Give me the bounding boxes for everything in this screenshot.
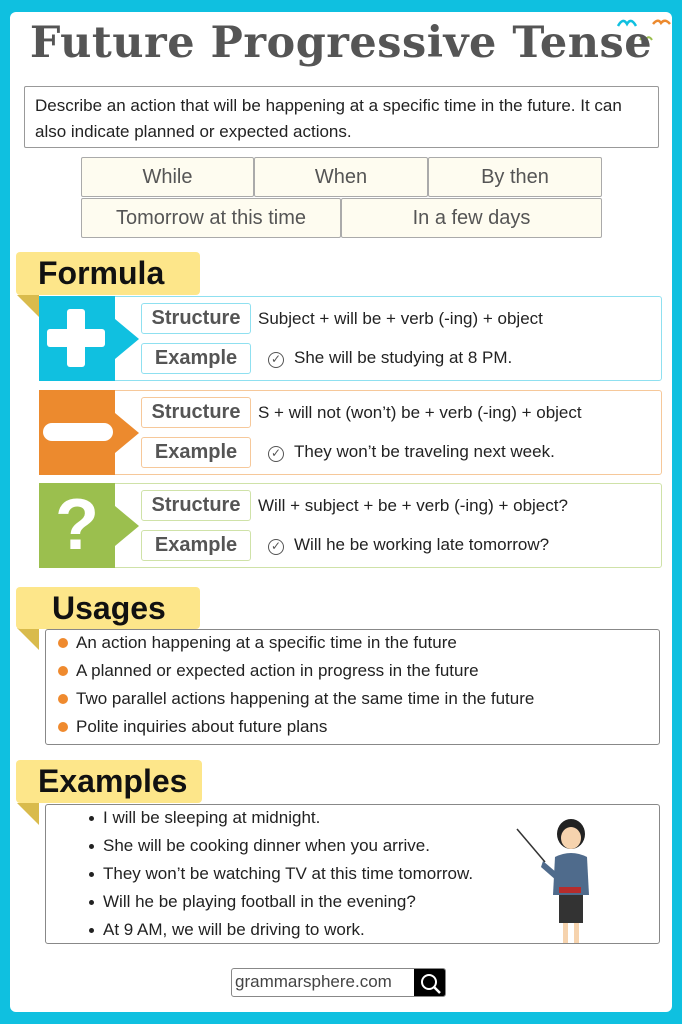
bullet-icon xyxy=(58,722,68,732)
example-item: She will be cooking dinner when you arrive. xyxy=(103,836,430,856)
tag-fold xyxy=(17,628,39,650)
description: Describe an action that will be happening at a specific time in the future. It can also indicate planned or expected actions. xyxy=(24,86,659,148)
check-icon: ✓ xyxy=(268,446,284,462)
usage-item: Two parallel actions happening at the same time in the future xyxy=(76,689,534,709)
example-item: They won’t be watching TV at this time tomorrow. xyxy=(103,864,473,884)
bullet-icon xyxy=(89,844,94,849)
keyword-while: While xyxy=(81,157,254,197)
usages-box xyxy=(45,629,660,745)
plus-icon xyxy=(39,296,115,381)
example-text: They won’t be traveling next week. xyxy=(294,442,555,461)
keyword-by-then: By then xyxy=(428,157,602,197)
page-title: Future Progressive Tense xyxy=(29,18,653,68)
example-item: I will be sleeping at midnight. xyxy=(103,808,320,828)
site-url: grammarsphere.com xyxy=(235,972,392,991)
keyword-tomorrow: Tomorrow at this time xyxy=(81,198,341,238)
negative-panel xyxy=(39,390,662,475)
usage-item: Polite inquiries about future plans xyxy=(76,717,327,737)
tag-fold xyxy=(17,803,39,825)
structure-label: Structure xyxy=(141,490,251,521)
example-text: She will be studying at 8 PM. xyxy=(294,348,513,367)
example-label: Example xyxy=(141,437,251,468)
positive-panel xyxy=(39,296,662,381)
question-mark-icon: ? xyxy=(39,483,115,568)
check-icon: ✓ xyxy=(268,539,284,555)
structure-text: Subject + will be + verb (-ing) + object xyxy=(258,309,543,328)
keyword-when: When xyxy=(254,157,428,197)
example-label: Example xyxy=(141,530,251,561)
check-icon: ✓ xyxy=(268,352,284,368)
usages-heading: Usages xyxy=(16,587,200,629)
example-item: Will he be playing football in the evening? xyxy=(103,892,416,912)
bullet-icon xyxy=(58,694,68,704)
search-icon xyxy=(414,969,446,997)
teacher-illustration xyxy=(515,815,595,947)
bullet-icon xyxy=(58,666,68,676)
bullet-icon xyxy=(89,816,94,821)
bullet-icon xyxy=(89,928,94,933)
examples-heading: Examples xyxy=(16,760,202,803)
question-panel xyxy=(39,483,662,568)
bullet-icon xyxy=(89,900,94,905)
usage-item: An action happening at a specific time in the future xyxy=(76,633,457,653)
example-text: Will he be working late tomorrow? xyxy=(294,535,550,554)
keyword-few-days: In a few days xyxy=(341,198,602,238)
structure-text: S + will not (won’t) be + verb (-ing) + object xyxy=(258,403,582,422)
structure-text: Will + subject + be + verb (-ing) + object? xyxy=(258,496,568,515)
bullet-icon xyxy=(89,872,94,877)
formula-heading: Formula xyxy=(16,252,200,295)
bullet-icon xyxy=(58,638,68,648)
example-label: Example xyxy=(141,343,251,374)
usage-item: A planned or expected action in progress in the future xyxy=(76,661,479,681)
structure-label: Structure xyxy=(141,397,251,428)
structure-label: Structure xyxy=(141,303,251,334)
example-item: At 9 AM, we will be driving to work. xyxy=(103,920,365,940)
minus-icon xyxy=(39,390,115,475)
tag-fold xyxy=(17,295,39,317)
site-search-bar xyxy=(231,968,446,997)
